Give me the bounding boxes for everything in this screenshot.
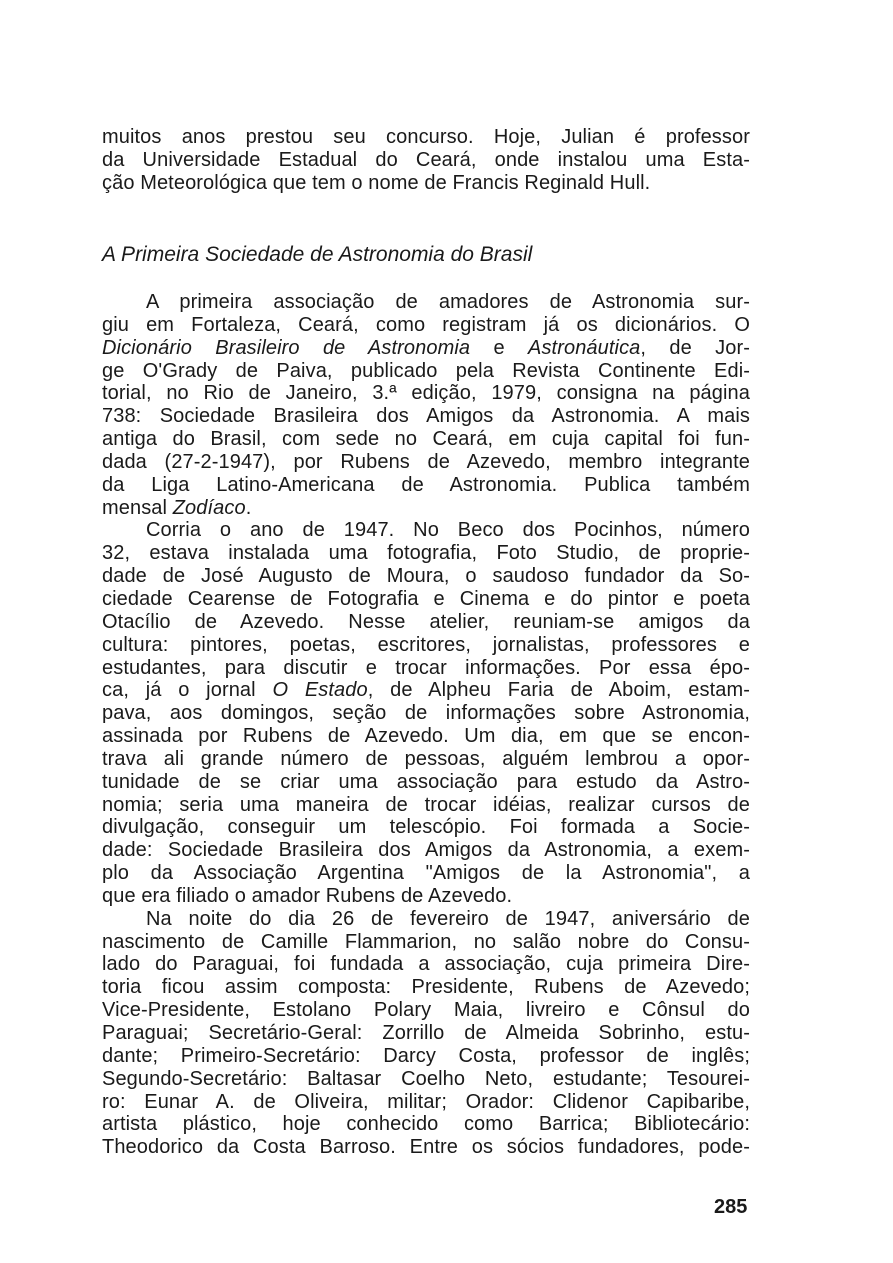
text-line: nomia; seria uma maneira de trocar idéias, realizar cursos de — [102, 793, 750, 816]
text-line: cultura: pintores, poetas, escritores, jornalistas, professores e — [102, 633, 750, 656]
text-line: artista plástico, hoje conhecido como Barrica; Bibliotecário: — [102, 1113, 750, 1136]
text-line: assinada por Rubens de Azevedo. Um dia, em que se encon- — [102, 725, 750, 748]
text-line: ciedade Cearense de Fotografia e Cinema e do pintor e poeta — [102, 587, 750, 610]
text-line: Theodorico da Costa Barroso. Entre os sócios fundadores, pode- — [102, 1136, 750, 1159]
section-heading: A Primeira Sociedade de Astronomia do Brasil — [102, 243, 533, 266]
text-line-italic-title: Dicionário Brasileiro de Astronomia e Astronáutica, de Jor- — [102, 336, 750, 359]
text-line: 32, estava instalada uma fotografia, Foto Studio, de proprie- — [102, 542, 750, 565]
text-line: ção Meteorológica que tem o nome de Francis Reginald Hull. — [102, 171, 651, 194]
text-line: divulgação, conseguir um telescópio. Foi formada a Socie- — [102, 816, 750, 839]
text-line: Na noite do dia 26 de fevereiro de 1947, aniversário de — [146, 907, 750, 930]
text-line: muitos anos prestou seu concurso. Hoje, Julian é professor — [102, 126, 750, 148]
intro-paragraph — [102, 126, 750, 195]
body-text — [102, 291, 750, 1159]
text-line: trava ali grande número de pessoas, alguém lembrou a opor- — [102, 747, 750, 770]
text-line: pava, aos domingos, seção de informações sobre Astronomia, — [102, 702, 750, 725]
text-line: giu em Fortaleza, Ceará, como registram já os dicionários. O — [102, 313, 750, 336]
text-line: ge O'Grady de Paiva, publicado pela Revista Continente Edi- — [102, 359, 750, 382]
text-line: A primeira associação de amadores de Astronomia sur- — [146, 291, 750, 313]
text-line: torial, no Rio de Janeiro, 3.ª edição, 1979, consigna na página — [102, 382, 750, 405]
italic-title: O Estado — [272, 679, 368, 702]
text-line: ca, já o jornal O Estado, de Alpheu Faria de Aboim, estam- — [102, 679, 750, 702]
text-line: dante; Primeiro-Secretário: Darcy Costa, professor de inglês; — [102, 1044, 750, 1067]
text-line: dada (27-2-1947), por Rubens de Azevedo, membro integrante — [102, 450, 750, 473]
text-line: Paraguai; Secretário-Geral: Zorrillo de Almeida Sobrinho, estu- — [102, 1022, 750, 1044]
text-line: Vice-Presidente, Estolano Polary Maia, livreiro e Cônsul do — [102, 999, 750, 1022]
page-number: 285 — [714, 1196, 748, 1218]
text-line: ro: Eunar A. de Oliveira, militar; Orador: Clidenor Capibaribe, — [102, 1090, 750, 1113]
text-line: dade: Sociedade Brasileira dos Amigos da Astronomia, a exem- — [102, 839, 750, 862]
italic-dictionary-title: Dicionário Brasileiro de Astronomia — [102, 336, 471, 359]
text-line: nascimento de Camille Flammarion, no salão nobre do Consu- — [102, 930, 750, 953]
text-line: da Universidade Estadual do Ceará, onde instalou uma Esta- — [102, 148, 750, 171]
text-line: toria ficou assim composta: Presidente, Rubens de Azevedo; — [102, 976, 750, 999]
text-line: antiga do Brasil, com sede no Ceará, em cuja capital foi fun- — [102, 428, 750, 451]
text-line: lado do Paraguai, foi fundada a associação, cuja primeira Dire- — [102, 953, 750, 976]
text-line: 738: Sociedade Brasileira dos Amigos da Astronomia. A mais — [102, 405, 750, 428]
text-line: que era filiado o amador Rubens de Azevedo. — [102, 884, 513, 907]
text-line: plo da Associação Argentina "Amigos de la Astronomia", a — [102, 862, 750, 885]
text-line: mensal Zodíaco. — [102, 496, 252, 519]
text-line: estudantes, para discutir e trocar informações. Por essa épo- — [102, 656, 750, 679]
text-line: da Liga Latino-Americana de Astronomia. Publica também — [102, 473, 750, 496]
text-line: dade de José Augusto de Moura, o saudoso fundador da So- — [102, 565, 750, 588]
text-line: Corria o ano de 1947. No Beco dos Pocinhos, número — [146, 519, 750, 542]
italic-title: Zodíaco — [172, 496, 246, 519]
text-line: Segundo-Secretário: Baltasar Coelho Neto, estudante; Tesourei- — [102, 1067, 750, 1090]
text-line: Otacílio de Azevedo. Nesse atelier, reuniam-se amigos da — [102, 610, 750, 633]
text-line: tunidade de se criar uma associação para estudo da Astro- — [102, 770, 750, 793]
